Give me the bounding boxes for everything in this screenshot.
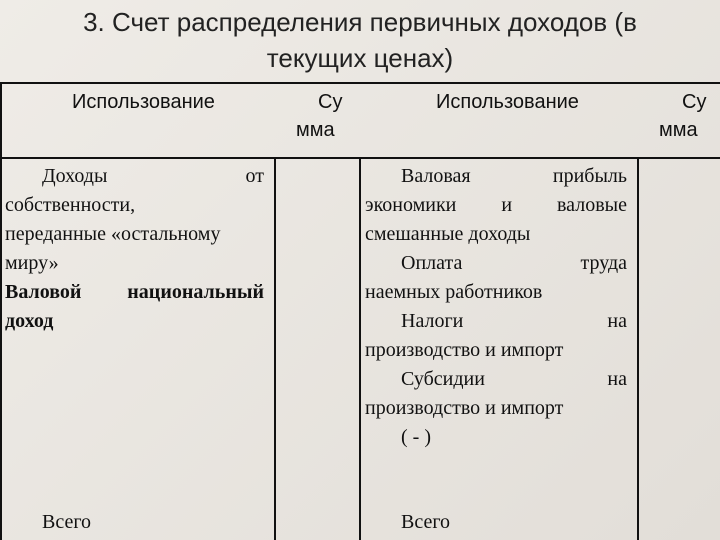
title-line-2: текущих ценах) [266,43,454,73]
right-line-9: производство и импорт [365,397,564,419]
right-word-na-2: на [607,368,627,390]
right-word-valovye: валовые [557,194,627,216]
right-word-nalogi: Налоги [401,310,464,332]
left-word-nacionalny: национальный [127,281,264,303]
right-word-pribyl: прибыль [552,165,627,187]
header-right-sum-2: мма [659,119,698,141]
slide-title [0,4,720,76]
column-divider-3 [637,157,639,540]
right-word-na-1: на [607,310,627,332]
right-line-10: ( - ) [401,426,431,448]
column-divider-1 [274,157,276,540]
right-line-8 [401,365,627,394]
right-line-3: смешанные доходы [365,223,531,245]
right-line-5: наемных работников [365,281,543,303]
right-total: Всего [401,511,451,533]
right-word-i: и [501,194,513,216]
table-left-border [0,82,2,540]
right-line-2 [365,191,627,220]
header-left-sum-1: Су [318,91,343,113]
right-word-subsidii: Субсидии [401,368,485,390]
right-line-6 [401,307,627,336]
header-right-sum-1: Су [682,91,707,113]
right-word-truda: труда [580,252,627,274]
header-right-use: Использование [436,91,579,113]
left-word-ot: от [245,165,264,187]
title-line-1: 3. Счет распределения первичных доходов (в [83,7,637,37]
right-line-1 [401,162,627,191]
right-word-valovaya: Валовая [401,165,471,187]
left-line-3: переданные «остальному [5,223,221,245]
header-left-use: Использование [72,91,215,113]
left-line-6: доход [5,310,54,332]
left-word-valovoy: Валовой [5,281,82,303]
left-word-dohody: Доходы [42,165,108,187]
right-word-oplata: Оплата [401,252,463,274]
left-line-1 [42,162,264,191]
left-line-2: собственности, [5,194,136,216]
left-line-5 [5,278,264,307]
right-line-4 [401,249,627,278]
right-word-ekonomiki: экономики [365,194,457,216]
column-divider-2 [359,157,361,540]
left-total: Всего [42,511,92,533]
right-line-7: производство и импорт [365,339,564,361]
table-top-border [0,82,720,84]
header-left-sum-2: мма [296,119,335,141]
left-line-4: миру» [5,252,59,274]
